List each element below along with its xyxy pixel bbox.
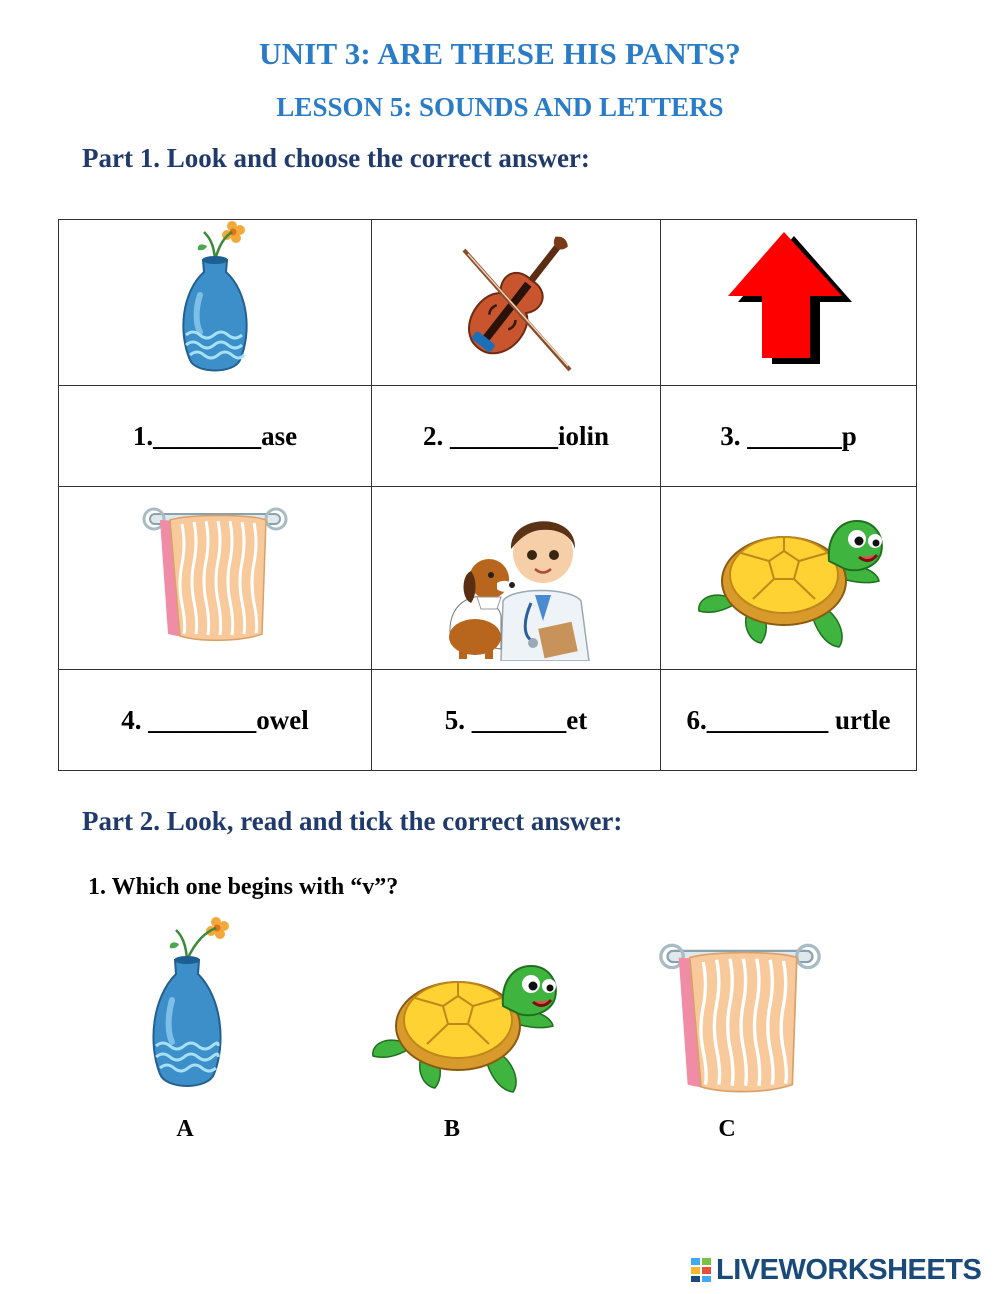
violin-icon [446,220,586,380]
turtle-icon [689,501,889,651]
option-b-label[interactable]: B [443,1116,460,1142]
table-cell [661,220,917,386]
option-a-label[interactable]: A [176,1116,194,1142]
fill-blank-item-4[interactable]: 4. ________owel [121,704,309,735]
question-1: 1. Which one begins with “v”? [88,874,399,900]
lesson-title: LESSON 5: SOUNDS AND LETTERS [276,92,724,122]
vase-icon [170,220,260,380]
table-cell [372,487,661,670]
unit-title: UNIT 3: ARE THESE HIS PANTS? [259,36,741,71]
table-cell [59,670,372,771]
logo-text: LIVEWORKSHEETS [716,1253,982,1286]
fill-blank-item-5[interactable]: 5. _______et [444,704,588,735]
fill-blank-item-2[interactable]: 2. ________iolin [422,420,610,451]
vase-icon[interactable] [142,914,232,1098]
table-cell [661,670,917,771]
liveworksheets-logo-icon [690,1257,712,1283]
table-cell [59,220,372,386]
part1-table [58,219,917,771]
fill-blank-item-1[interactable]: 1.________ase [132,420,298,451]
option-c-label[interactable]: C [718,1116,736,1142]
table-cell [59,386,372,487]
vet-icon [431,491,601,661]
table-cell [372,670,661,771]
towel-icon[interactable] [656,942,824,1098]
table-cell [661,487,917,670]
table-cell [372,220,661,386]
table-cell [372,386,661,487]
up-arrow-icon [724,230,854,370]
table-cell [59,487,372,670]
fill-blank-item-6[interactable]: 6._________ urtle [686,704,891,735]
liveworksheets-logo [690,1254,981,1286]
turtle-icon[interactable] [360,946,566,1096]
table-cell [661,386,917,487]
towel-icon [140,506,290,646]
fill-blank-item-3[interactable]: 3. _______p [720,420,857,451]
part1-heading: Part 1. Look and choose the correct answer: [82,143,590,173]
part2-heading: Part 2. Look, read and tick the correct answer: [82,806,623,836]
